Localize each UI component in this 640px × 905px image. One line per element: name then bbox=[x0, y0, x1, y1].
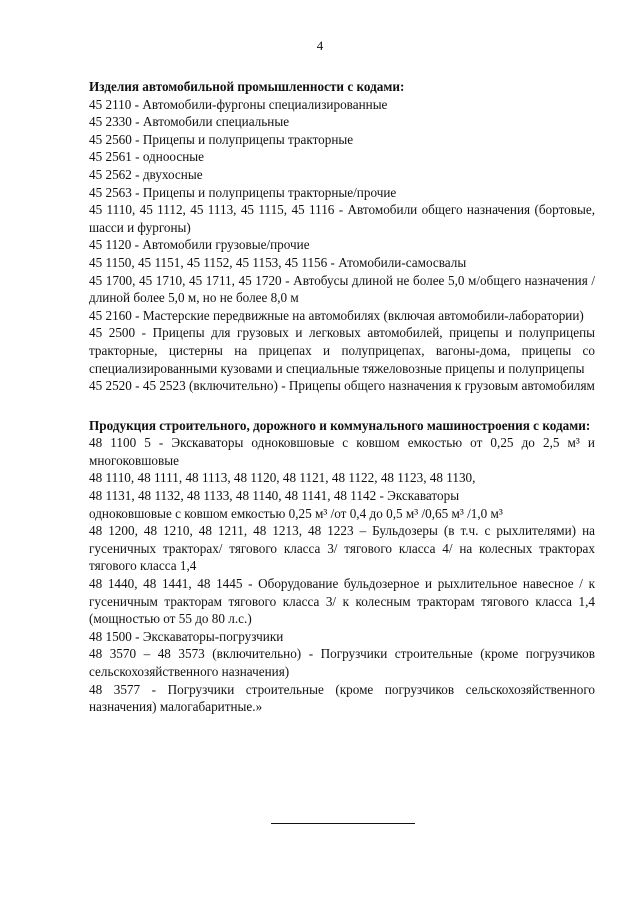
list-item: 48 1100 5 - Экскаваторы одноковшовые с ковшом емкостью от 0,25 до 2,5 м³ и многоковшовые bbox=[89, 435, 595, 468]
document-body bbox=[89, 78, 595, 716]
list-item: 45 1110, 45 1112, 45 1113, 45 1115, 45 1116 - Автомобили общего назначения (бортовые, шасси и фургоны) bbox=[89, 202, 595, 235]
list-item: 48 3577 - Погрузчики строительные (кроме погрузчиков сельскохозяйственного назначения) малогабаритные.» bbox=[89, 681, 595, 715]
footer-divider bbox=[271, 823, 415, 824]
list-item: 45 2563 - Прицепы и полуприцепы тракторные/прочие bbox=[89, 184, 397, 200]
list-item: 45 1700, 45 1710, 45 1711, 45 1720 - Автобусы длиной не более 5,0 м/общего назначения /длиной более 5,0 м, но не более 8,0 м bbox=[89, 272, 595, 306]
section-spacer bbox=[89, 395, 595, 417]
list-item: одноковшовые с ковшом емкостью 0,25 м³ /от 0,4 до 0,5 м³ /0,65 м³ /1,0 м³ bbox=[89, 505, 503, 521]
section-heading-construction: Продукция строительного, дорожного и коммунального машиностроения с кодами: bbox=[89, 417, 591, 433]
list-item: 45 2520 - 45 2523 (включительно) - Прицепы общего назначения к грузовым автомобилям bbox=[89, 378, 595, 394]
list-item: 45 1120 - Автомобили грузовые/прочие bbox=[89, 237, 310, 253]
list-item: 45 1150, 45 1151, 45 1152, 45 1153, 45 1156 - Атомобили-самосвалы bbox=[89, 254, 467, 270]
section-heading-automotive: Изделия автомобильной промышленности с кодами: bbox=[89, 79, 405, 94]
list-item: 48 1200, 48 1210, 48 1211, 48 1213, 48 1223 – Бульдозеры (в т.ч. с рыхлителями) на гусеничных тракторах/ тягового класса 3/ тягового класса 4/ на колесных тракторах тягового класса 1,4 bbox=[89, 523, 595, 574]
list-item: 45 2560 - Прицепы и полуприцепы тракторные bbox=[89, 131, 354, 147]
list-item: 45 2330 - Автомобили специальные bbox=[89, 114, 290, 130]
list-item: 48 1440, 48 1441, 48 1445 - Оборудование бульдозерное и рыхлительное навесное / к гусеничным тракторам тягового класса 3/ к колесным тракторам тягового класса 1,4 (мощностью от 55 до 80 л.с.) bbox=[89, 576, 595, 627]
list-item: 48 1500 - Экскаваторы-погрузчики bbox=[89, 628, 284, 644]
list-item: 48 1131, 48 1132, 48 1133, 48 1140, 48 1141, 48 1142 - Экскаваторы bbox=[89, 488, 460, 504]
list-item: 45 2500 - Прицепы для грузовых и легковых автомобилей, прицепы и полуприцепы тракторные, цистерны на прицепах и полуприцепах, вагоны-дома, прицепы со специализированными кузовами и специальные тяжеловозные прицепы и полуприцепы bbox=[89, 325, 595, 376]
list-item: 45 2561 - одноосные bbox=[89, 149, 204, 165]
list-item: 45 2160 - Мастерские передвижные на автомобилях (включая автомобили-лаборатории) bbox=[89, 307, 584, 323]
list-item: 48 1110, 48 1111, 48 1113, 48 1120, 48 1121, 48 1122, 48 1123, 48 1130, bbox=[89, 470, 476, 486]
list-item: 48 3570 – 48 3573 (включительно) - Погрузчики строительные (кроме погрузчиков сельскохозяйственного назначения) bbox=[89, 646, 595, 679]
list-item: 45 2562 - двухосные bbox=[89, 166, 203, 182]
page-number: 4 bbox=[316, 38, 324, 53]
list-item: 45 2110 - Автомобили-фургоны специализированные bbox=[89, 96, 388, 112]
